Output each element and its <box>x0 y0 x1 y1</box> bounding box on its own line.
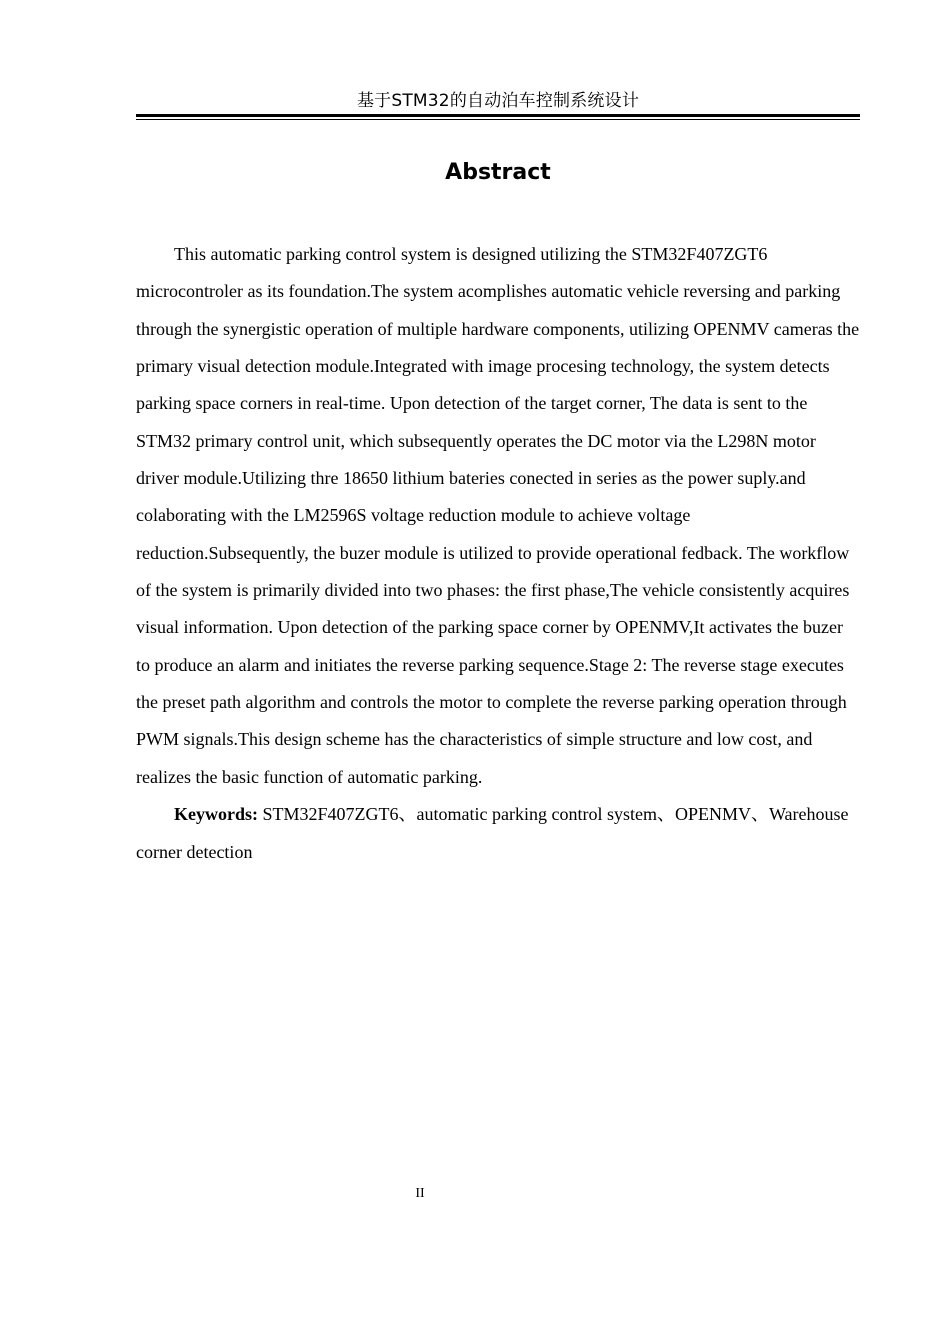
page-number: II <box>415 1186 425 1201</box>
page-title: Abstract <box>445 160 551 185</box>
header-rule-thin <box>136 119 860 120</box>
running-header: 基于STM32的自动泊车控制系统设计 <box>356 91 640 111</box>
abstract-paragraph: This automatic parking control system is designed utilizing the STM32F407ZGT6 microcontroler as its foundation.The system acomplishes automatic vehicle reversing and parking through the synergistic operation of multiple hardware components, utilizing OPENMV cameras the primary visual detection module.Integrated with image procesing technology, the system detects parking space corners in real-time. Upon detection of the target corner, The data is sent to the STM32 primary control unit, which subsequently operates the DC motor via the L298N motor driver module.Utilizing thre 18650 lithium bateries conected in series as the power suply.and colaborating with the LM2596S voltage reduction module to achieve voltage reduction.Subsequently, the buzer module is utilized to provide operational fedback. The workflow of the system is primarily divided into two phases: the first phase,The vehicle consistently acquires visual information. Upon detection of the parking space corner by OPENMV,It activates the buzer to produce an alarm and initiates the reverse parking sequence.Stage 2: The reverse stage executes the preset path algorithm and controls the motor to complete the reverse parking operation through PWM signals.This design scheme has the characteristics of simple structure and low cost, and realizes the basic function of automatic parking. <box>136 244 860 787</box>
keywords-text: STM32F407ZGT6、automatic parking control system、OPENMV、Warehouse corner detection <box>136 804 849 862</box>
keywords-paragraph <box>136 796 860 871</box>
header-rule-thick <box>136 114 860 117</box>
keywords-label: Keywords: <box>174 804 258 825</box>
abstract-body <box>136 236 860 871</box>
